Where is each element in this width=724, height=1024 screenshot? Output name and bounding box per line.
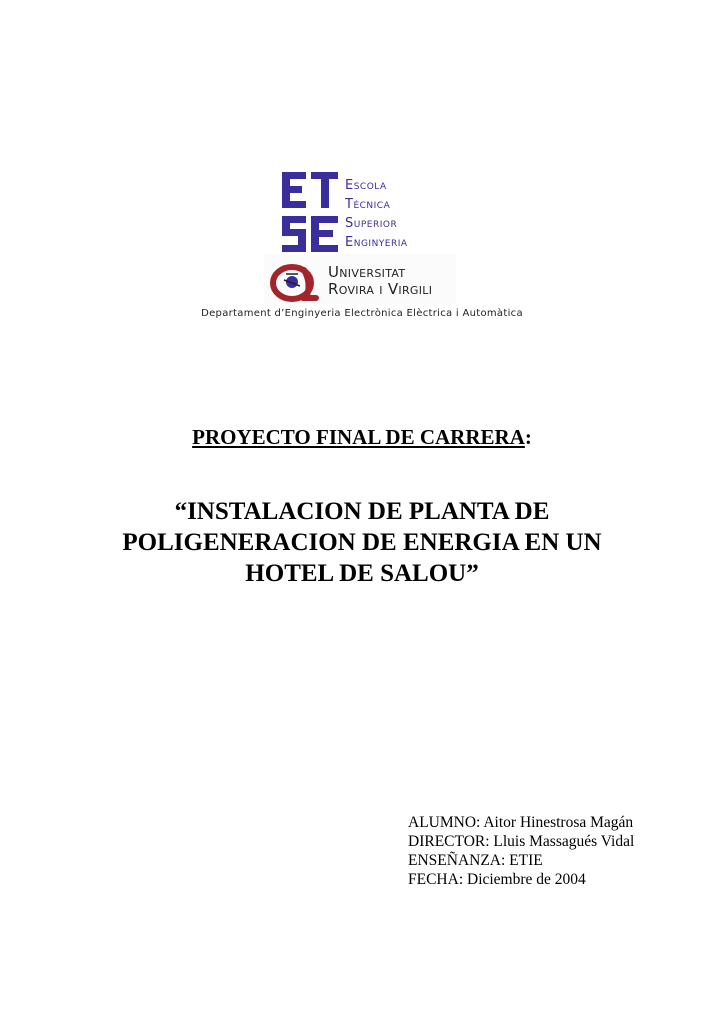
detail-program: ENSEÑANZA: ETIE [408, 852, 543, 869]
project-heading-colon: : [524, 425, 532, 449]
project-title-line: HOTEL DE SALOU” [245, 560, 479, 587]
etse-wordmark [345, 176, 465, 253]
detail-student: ALUMNO: Aitor Hinestrosa Magán [408, 814, 634, 831]
project-heading-label: PROYECTO FINAL DE CARRERA [192, 425, 525, 449]
etse-word: Enginyeria [345, 235, 408, 250]
logo-block [0, 0, 724, 330]
university-line: Rovira i Virgili [328, 280, 433, 298]
etse-word: Escola [345, 178, 387, 193]
urv-emblem-icon [268, 262, 326, 302]
project-title [60, 496, 664, 589]
project-details [408, 813, 634, 889]
detail-date: FECHA: Diciembre de 2004 [408, 871, 586, 888]
university-line: Universitat [328, 263, 406, 281]
project-title-line: POLIGENERACION DE ENERGIA EN UN [122, 529, 602, 556]
detail-director: DIRECTOR: Lluis Massagués Vidal [408, 833, 635, 850]
etse-logo [280, 170, 340, 254]
etse-word: Tècnica [345, 197, 391, 212]
department-line [0, 308, 724, 319]
project-title-line: “INSTALACION DE PLANTA DE [174, 498, 550, 525]
project-heading [0, 424, 724, 450]
department-label: Departament d’Enginyeria Electrònica Elèctrica i Automàtica [201, 308, 523, 319]
etse-word: Superior [345, 216, 398, 231]
university-name [328, 264, 432, 298]
